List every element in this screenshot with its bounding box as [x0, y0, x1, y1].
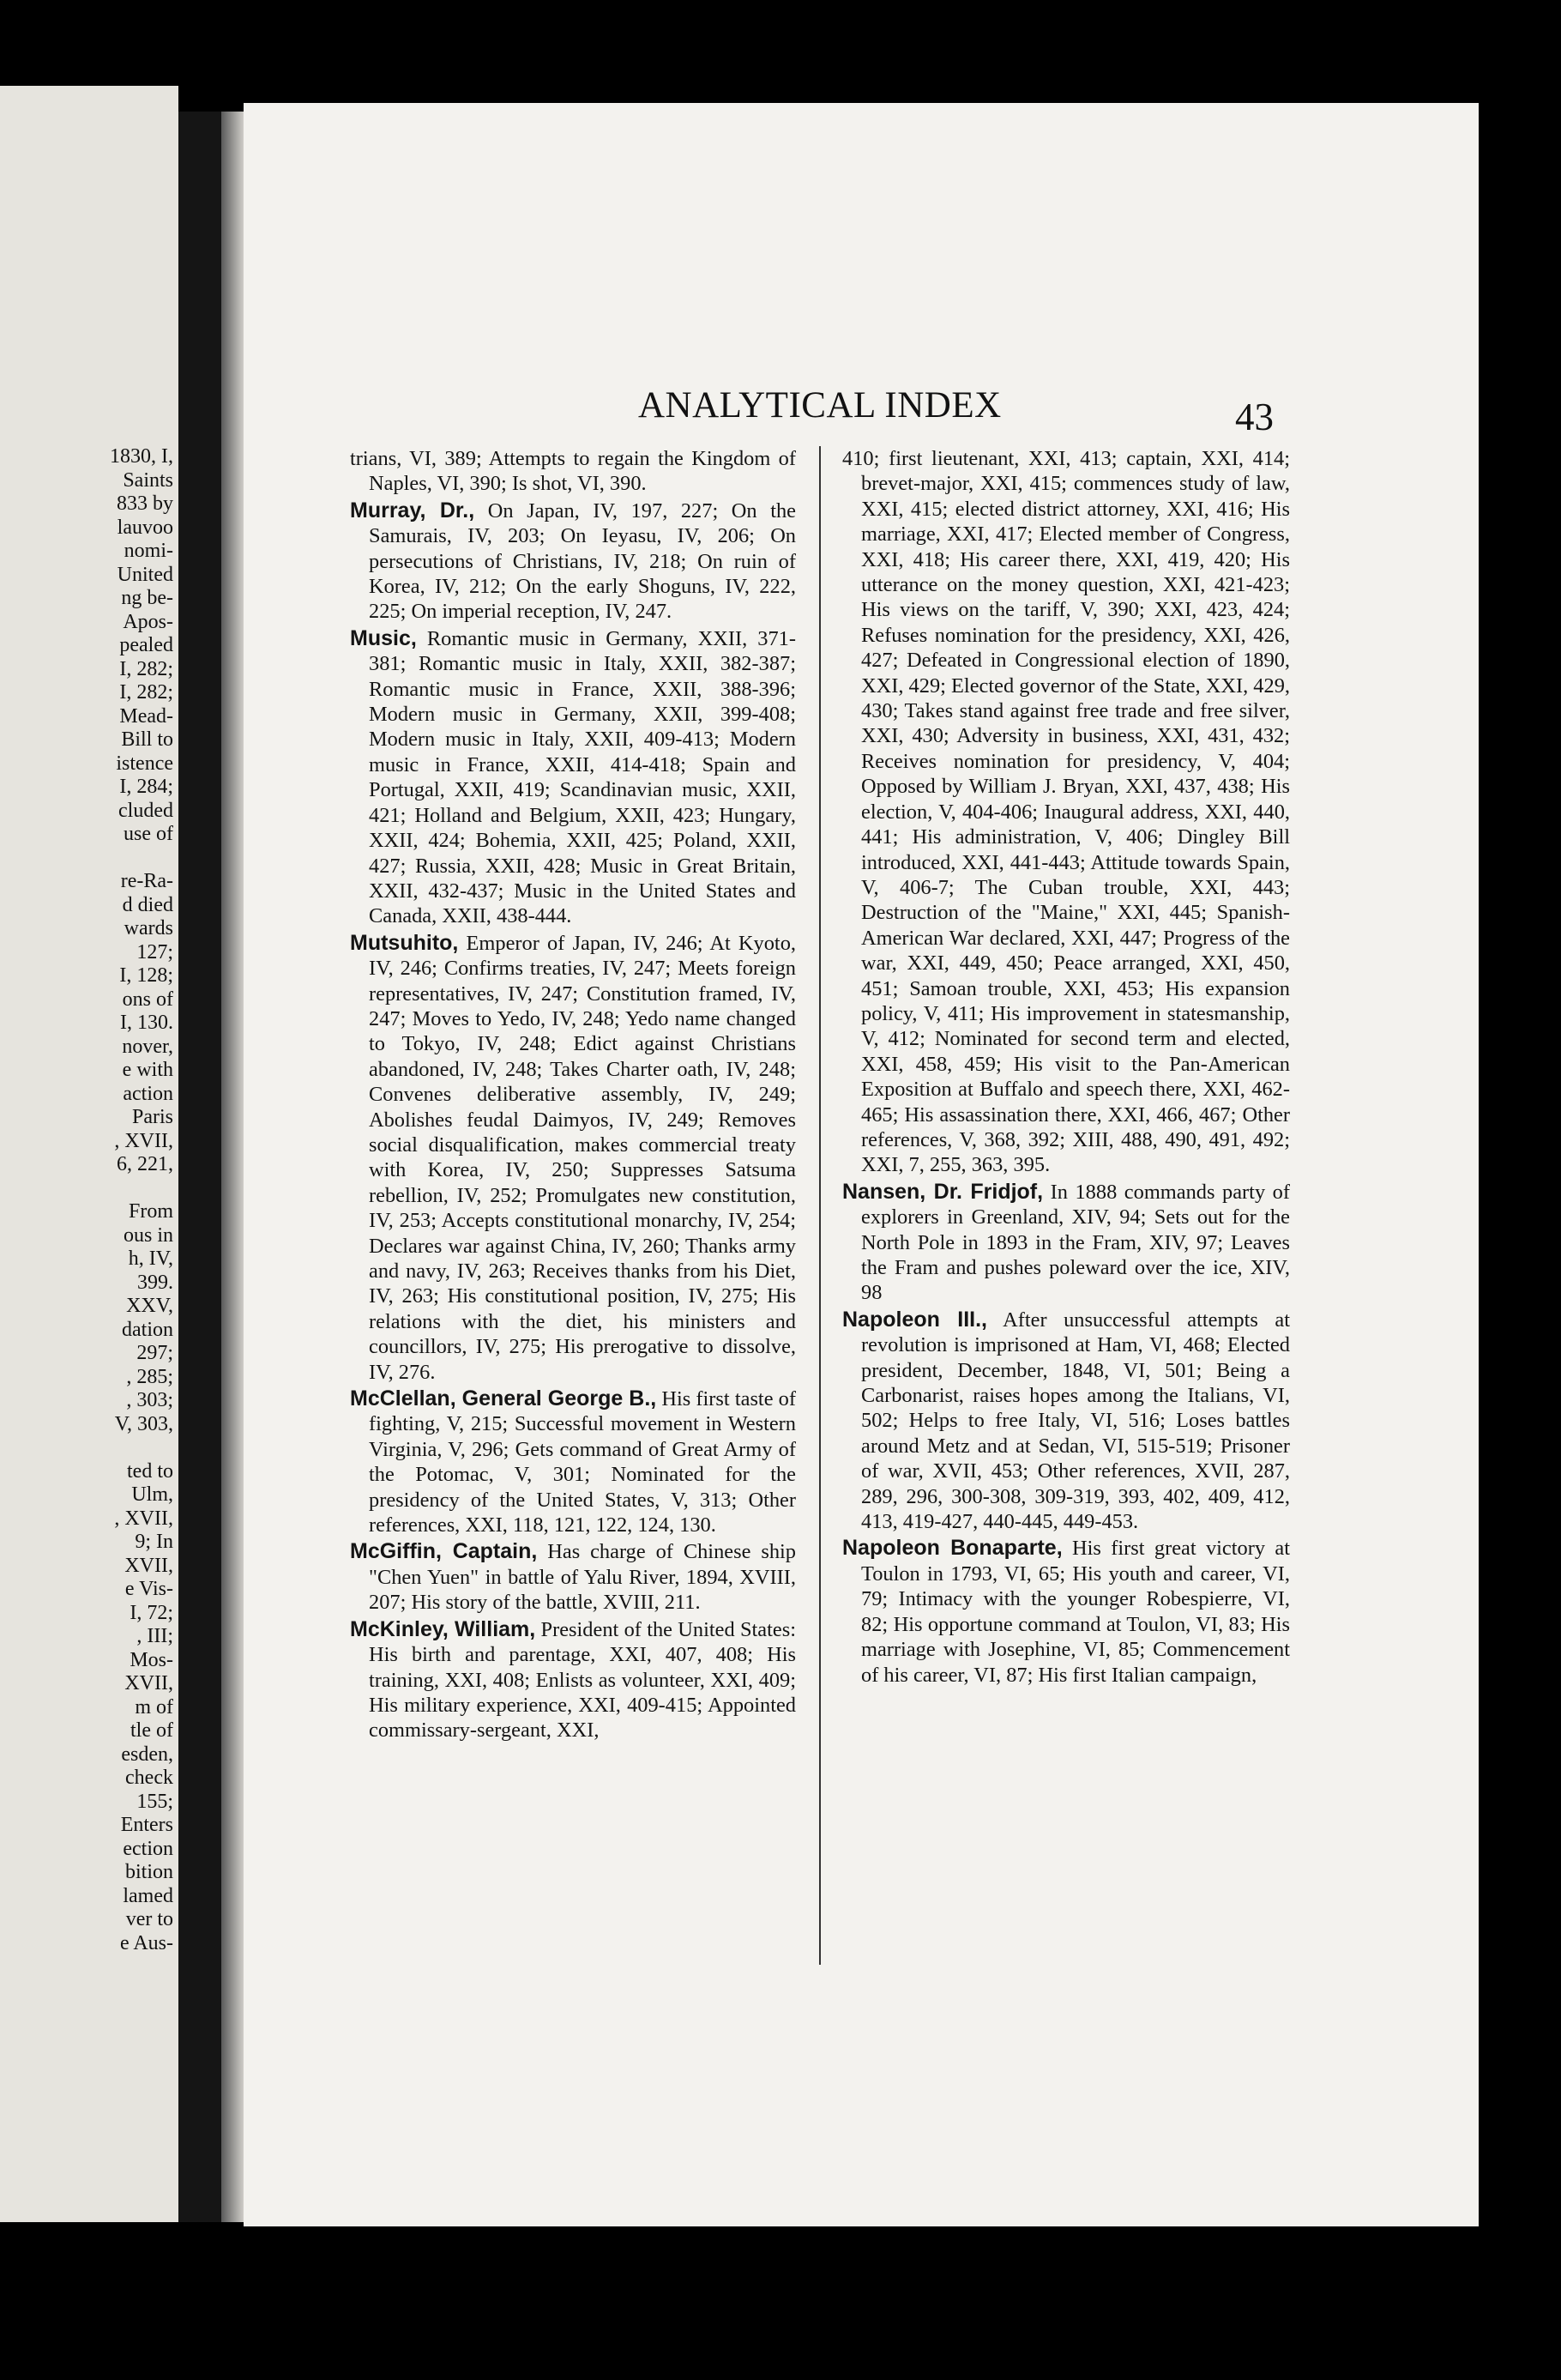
facing-page-line: nomi-	[124, 540, 173, 562]
facing-page-line: 833 by	[117, 492, 173, 515]
index-entry-heading: McClellan, General George B.,	[350, 1386, 657, 1411]
index-entry-text: 410; first lieutenant, XXI, 413; captain, XXI, 414; brevet-major, XXI, 415; commences study of law, XXI, 415; elected district attorney, XXI, 416; His marriage, XXI, 417; Elected member of Congress, XXI, 418; His career there, XXI, 419, 420; His utterance on the money question, XXI, 421-423; His views on the tariff, V, 390; XXI, 423, 424; Refuses nomination for the presidency, XXI, 426, 427; Defeated in Congressional election of 1890, XXI, 429; Elected governor of the State, XXI, 429, 430; Takes stand against free trade and free silver, XXI, 430; Adversity in business, XXI, 431, 432; Receives nomination for presidency, V, 404; Opposed by William J. Bryan, XXI, 437, 438; His election, V, 404-406; Inaugural address, XXI, 440, 441; His administration, V, 406; Dingley Bill introduced, XXI, 441-443; Attitude towards Spain, V, 406-7; The Cuban trouble, XXI, 443; Destruction of the "Maine," XXI, 445; Spanish-American War declared, XXI, 447; Progress of the war, XXI, 449, 450; Peace arranged, XXI, 450, 451; Samoan trouble, XXI, 453; His expansion policy, V, 411; His improvement in statesmanship, V, 412; Nominated for second term and elected, XXI, 458, 459; His visit to the Pan-American Exposition at Buffalo and speech there, XXI, 462-465; His assassination there, XXI, 466, 467; Other references, V, 368, 392; XIII, 488, 490, 491, 492; XXI, 7, 255, 363, 395.	[842, 447, 1290, 1177]
index-entry-text: President of the United States: His birth and parentage, XXI, 407, 408; His training, XXI, 408; Enlists as volunteer, XXI, 409; His military experience, XXI, 409-415; Appointed commissary-sergeant, XXI,	[369, 1617, 796, 1743]
index-entry	[842, 1180, 1290, 1306]
index-entry-text: Emperor of Japan, IV, 246; At Kyoto, IV, 246; Confirms treaties, IV, 247; Meets foreign representatives, IV, 247; Constitution framed, IV, 247; Moves to Yedo, IV, 248; Yedo name changed to Tokyo, IV, 248; Edict against Christians abandoned, IV, 248; Takes Charter oath, IV, 248; Convenes deliberative assembly, IV, 249; Abolishes feudal Daimyos, IV, 249; Removes social disqualification, makes commercial treaty with Korea, IV, 250; Suppresses Satsuma rebellion, IV, 252; Promulgates new constitution, IV, 253; Accepts constitutional monarchy, IV, 254; Declares war against China, IV, 260; Thanks army and navy, IV, 263; Receives thanks from his Diet, IV, 263; His constitutional position, IV, 275; His relations with the diet, his ministers and councillors, IV, 275; His prerogative to dissolve, IV, 276.	[369, 931, 796, 1384]
facing-page-line: ous in	[123, 1223, 173, 1247]
index-entry-text: Romantic music in Germany, XXII, 371-381; Romantic music in Italy, XXII, 382-387; Romantic music in France, XXII, 388-396; Modern music in Germany, XXII, 399-408; Modern music in Italy, XXII, 409-413; Modern music in France, XXII, 414-418; Spain and Portugal, XXII, 419; Scandinavian music, XXII, 421; Holland and Belgium, XXII, 423; Hungary, XXII, 424; Bohemia, XXII, 425; Poland, XXII, 427; Russia, XXII, 428; Music in Great Britain, XXII, 432-437; Music in the United States and Canada, XXII, 438-444.	[369, 626, 796, 928]
column-divider-rule	[819, 446, 821, 1965]
facing-page-line: 127;	[136, 940, 173, 963]
facing-page-line: XXV,	[126, 1295, 173, 1317]
index-entry-heading: Napoleon Bonaparte,	[842, 1536, 1063, 1561]
facing-page-line: , 285;	[126, 1365, 173, 1388]
facing-page-line: Ulm,	[131, 1483, 173, 1506]
index-entry	[350, 446, 796, 497]
index-entry	[842, 446, 1290, 1178]
facing-page-line: I, 128;	[119, 964, 173, 987]
index-entry-heading: McKinley, William,	[350, 1616, 536, 1641]
facing-page-line: Enters	[120, 1814, 173, 1836]
index-entry	[350, 931, 796, 1385]
facing-page-line: istence	[116, 752, 173, 775]
facing-page-line: Paris	[132, 1106, 173, 1128]
facing-page-line: 297;	[136, 1342, 173, 1364]
index-entry-heading: Mutsuhito,	[350, 930, 459, 955]
facing-page-line: 1830, I,	[110, 445, 173, 468]
facing-page-line: I, 284;	[119, 776, 173, 798]
facing-page-line: h, IV,	[128, 1247, 173, 1270]
index-entry-text: In 1888 commands party of explorers in Greenland, XIV, 94; Sets out for the North Pole in 1893 in the Fram, XIV, 97; Leaves the Fram and pushes poleward over the ice, XIV, 98	[861, 1180, 1290, 1305]
page-number: 43	[1235, 396, 1274, 438]
index-entry	[350, 1539, 796, 1615]
facing-page-line: 9; In	[135, 1531, 173, 1553]
facing-page-line: , XVII,	[114, 1507, 173, 1530]
facing-page-line: United	[117, 563, 173, 586]
facing-page-line: , XVII,	[114, 1129, 173, 1152]
facing-page-line: wards	[124, 917, 173, 939]
facing-page-line: dation	[122, 1318, 173, 1341]
facing-page-fragment	[0, 86, 178, 2222]
facing-page-line: e Vis-	[124, 1578, 173, 1600]
facing-page-line: tle of	[130, 1719, 173, 1742]
facing-page-line: I, 130.	[120, 1012, 173, 1034]
facing-page-line: I, 72;	[130, 1601, 173, 1624]
book-spine-shadow	[178, 112, 223, 2222]
facing-page-line: action	[123, 1082, 173, 1105]
index-column-right	[842, 446, 1290, 1965]
index-entry	[350, 498, 796, 625]
index-entry-text: His first great victory at Toulon in 1793, VI, 65; His youth and career, VI, 79; Intimacy with the younger Robespierre, VI, 82; His opportune command at Toulon, VI, 83; His marriage with Josephine, VI, 85; Commencement of his career, VI, 87; His first Italian campaign,	[861, 1537, 1290, 1687]
index-entry-text: On Japan, IV, 197, 227; On the Samurais, IV, 203; On Ieyasu, IV, 206; On persecutions of Christians, IV, 218; On ruin of Korea, IV, 212; On the early Shoguns, IV, 222, 225; On imperial reception, IV, 247.	[369, 498, 796, 624]
facing-page-line: Bill to	[121, 728, 173, 751]
facing-page-line: lauvoo	[117, 516, 173, 539]
facing-page-line: m of	[135, 1695, 173, 1719]
facing-page-line: cluded	[118, 799, 173, 822]
facing-page-line: check	[125, 1767, 173, 1789]
facing-page-line: esden,	[121, 1743, 173, 1766]
index-entry	[350, 1617, 796, 1743]
facing-page-line: Mos-	[130, 1648, 173, 1671]
facing-page-line: e Aus-	[120, 1931, 173, 1954]
facing-page-line: 6, 221,	[117, 1153, 173, 1175]
facing-page-line: Saints	[123, 468, 173, 492]
index-entry	[842, 1536, 1290, 1687]
index-entry-heading: Music,	[350, 625, 417, 650]
facing-page-line: XVII,	[124, 1672, 173, 1694]
facing-page-line: I, 282;	[119, 657, 173, 680]
facing-page-line: , 303;	[126, 1389, 173, 1411]
index-entry-text: His first taste of fighting, V, 215; Successful movement in Western Virginia, V, 296; Gets command of Great Army of the Potomac, V, 301; Nominated for the presidency of the United States, V, 313; Other references, XXI, 118, 121, 122, 124, 130.	[369, 1387, 796, 1537]
index-entry-heading: Nansen, Dr. Fridjof,	[842, 1179, 1044, 1204]
index-entry-text: Has charge of Chinese ship "Chen Yuen" in battle of Yalu River, 1894, XVIII, 207; His story of the battle, XVIII, 211.	[369, 1540, 796, 1615]
facing-page-line: 155;	[136, 1790, 173, 1813]
facing-page-line: pealed	[119, 634, 173, 656]
index-entry	[350, 1386, 796, 1537]
index-entry	[350, 626, 796, 929]
facing-page-line: ted to	[127, 1459, 173, 1483]
facing-page-line: ons of	[122, 988, 173, 1011]
facing-page-line: ection	[123, 1837, 173, 1860]
facing-page-line: I, 282;	[119, 681, 173, 704]
index-entry-heading: Napoleon III.,	[842, 1307, 987, 1332]
facing-page-line: use of	[124, 823, 173, 845]
running-header-title: ANALYTICAL INDEX	[638, 385, 1002, 426]
facing-page-line: V, 303,	[114, 1412, 173, 1435]
index-entry-text: After unsuccessful attempts at revolution is imprisoned at Ham, VI, 468; Elected president, December, 1848, VI, 501; Being a Carbonarist, raises hopes among the Italians, VI, 502; Helps to free Italy, VI, 516; Loses battles around Metz and at Sedan, VI, 515-519; Prisoner of war, XVII, 453; Other references, XVII, 287, 289, 296, 300-308, 309-319, 393, 402, 409, 412, 413, 419-427, 440-445, 449-453.	[861, 1308, 1290, 1534]
index-entry	[842, 1308, 1290, 1535]
page-fold-gradient	[221, 112, 244, 2222]
facing-page-line: , III;	[136, 1625, 173, 1647]
facing-page-line: Mead-	[119, 704, 173, 728]
facing-page-line: ver to	[125, 1908, 173, 1930]
facing-page-line: lamed	[123, 1884, 173, 1907]
facing-page-line: 399.	[137, 1271, 173, 1294]
facing-page-line: XVII,	[124, 1554, 173, 1577]
index-column-left	[350, 446, 796, 1965]
index-entry-heading: Murray, Dr.,	[350, 498, 475, 523]
facing-page-line: re-Ra-	[120, 870, 173, 892]
facing-page-line: ng be-	[121, 587, 173, 609]
facing-page-line: d died	[122, 893, 173, 916]
facing-page-line: From	[128, 1200, 173, 1223]
facing-page-line: nover,	[122, 1035, 173, 1058]
facing-page-line: bition	[124, 1861, 173, 1883]
index-entry-text: trians, VI, 389; Attempts to regain the Kingdom of Naples, VI, 390; Is shot, VI, 390.	[350, 447, 796, 496]
facing-page-line: Apos-	[123, 610, 173, 633]
index-entry-heading: McGiffin, Captain,	[350, 1539, 538, 1564]
facing-page-line: e with	[122, 1059, 173, 1081]
